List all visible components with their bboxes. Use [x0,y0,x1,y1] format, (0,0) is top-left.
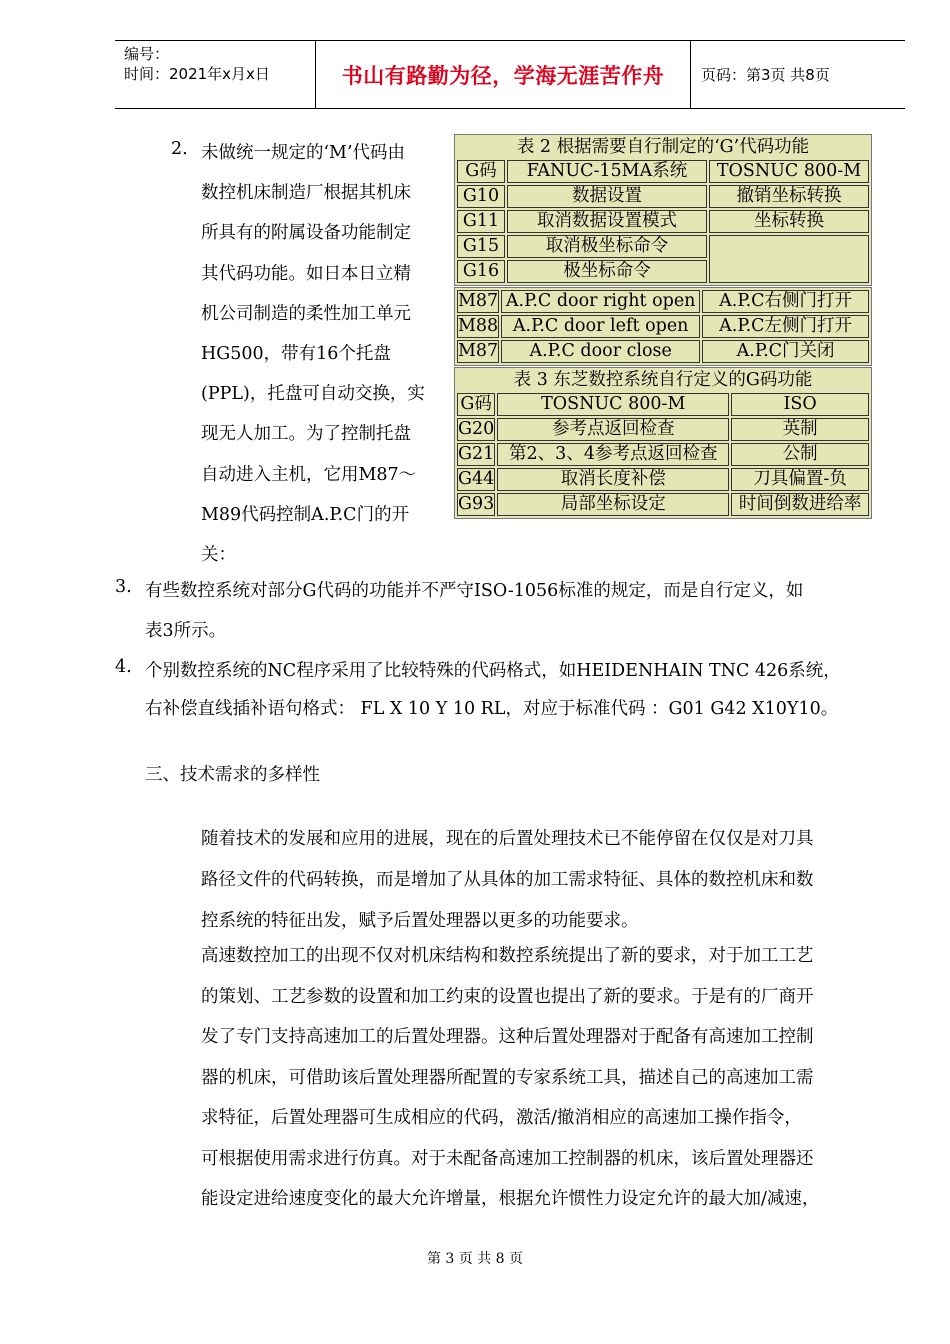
table2-cell: G10 [457,185,505,208]
table3-header-iso: ISO [731,393,869,416]
table3-cell: G21 [458,444,495,464]
section3-title: 三、技术需求的多样性 [145,765,320,785]
table2-header-fanuc: FANUC-15MA系统 [507,160,707,183]
page-header [115,40,905,109]
text-line: HG500，带有16个托盘 [201,344,391,364]
mcode-cell: A.P.C左侧门打开 [702,315,869,338]
item4-line: 右补偿直线插补语句格式： FL X 10 Y 10 RL，对应于标准代码 ：G01 G42 X10Y10。 [145,699,839,719]
mcode-cell: M87 [458,341,499,361]
table3-cell: 第2、3、4参考点返回检查 [497,443,729,466]
page-footer: 第 3 页 共 8 页 [426,1251,524,1267]
table2-cell: 取消数据设置模式 [507,210,707,233]
item2-number: 2. [171,139,188,159]
table2-cell: 极坐标命令 [507,260,707,283]
mcode-cell: A.P.C door close [501,340,700,363]
table3-cell: 刀具偏置-负 [731,468,869,491]
header-motto: 书山有路勤为径，学海无涯苦作舟 [316,41,691,108]
table2-cell: G15 [457,235,505,258]
item3-line: 表3所示。 [145,621,227,641]
table2-cell: 数据设置 [507,185,707,208]
text-line: 数控机床制造厂根据其机床 [201,183,411,204]
table2-blank-cell [709,235,869,283]
text-line: 其代码功能。如日本日立精 [201,263,411,284]
item4-line: 个别数控系统的NC程序采用了比较特殊的代码格式，如HEIDENHAIN TNC 426系统， [145,661,841,681]
table2-header-gcode: G码 [457,160,505,183]
mcode-cell: A.P.C door right open [501,290,700,313]
text-line: 器的机床，可借助该后置处理器所配置的专家系统工具，描述自己的高速加工需 [201,1067,814,1088]
item3-line: 有些数控系统对部分G代码的功能并不严守ISO-1056标准的规定，而是自行定义，如 [145,581,804,601]
table2-cell: 撤销坐标转换 [709,185,869,208]
table3-header-tosnuc: TOSNUC 800-M [497,393,729,416]
text-line: 发了专门支持高速加工的后置处理器。这种后置处理器对于配备有高速加工控制 [201,1027,814,1047]
text-line: 机公司制造的柔性加工单元 [201,303,411,324]
text-line: 求特征，后置处理器可生成相应的代码，激活/撤消相应的高速加工操作指令， [201,1108,802,1128]
text-line: 高速数控加工的出现不仅对机床结构和数控系统提出了新的要求，对于加工工艺 [201,946,814,966]
table3-header-gcode: G码 [457,393,495,416]
table2-cell: 坐标转换 [709,210,869,233]
table2-cell: G16 [457,260,505,283]
header-meta [115,41,316,108]
item4-number: 4. [115,657,132,677]
mcode-table [454,287,872,366]
mcode-cell: M88 [458,316,499,336]
text-line: 能设定进给速度变化的最大允许增量，根据允许惯性力设定允许的最大加/减速， [201,1189,820,1209]
table3-cell: G20 [458,419,495,439]
text-line: 自动进入主机，它用M87～ [201,464,417,485]
text-line: 随着技术的发展和应用的进展，现在的后置处理技术已不能停留在仅仅是对刀具 [201,829,814,849]
text-line: 可根据使用需求进行仿真。对于未配备高速加工控制器的机床，该后置处理器还 [201,1148,814,1169]
table3-caption: 表 3 东芝数控系统自行定义的G码功能 [457,370,869,391]
table3-cell: G44 [458,469,495,489]
header-page-info: 页码：第3页 共8页 [701,66,830,84]
text-line: 现无人加工。为了控制托盘 [201,424,411,445]
mcode-cell: M87 [458,291,499,311]
text-line: (PPL)，托盘可自动交换，实 [201,384,425,405]
table2-caption: 表 2 根据需要自行制定的‘G’代码功能 [457,137,869,158]
text-line: 路径文件的代码转换，而是增加了从具体的加工需求特征、具体的数控机床和数 [201,870,814,890]
table3-cell: 英制 [731,418,869,441]
table3 [454,367,872,519]
mcode-cell: A.P.C door left open [501,315,700,338]
table3-cell: 取消长度补偿 [497,468,729,491]
text-line: 未做统一规定的‘M’代码由 [201,143,406,163]
table3-cell: 公制 [731,443,869,466]
time-label: 时间：2021年x月x日 [124,65,270,83]
table3-cell: 局部坐标设定 [497,493,729,516]
item3-number: 3. [115,577,132,597]
text-line: 所具有的附属设备功能制定 [201,223,411,244]
number-label: 编号： [124,45,170,63]
text-line: 关： [201,545,236,565]
table3-cell: 参考点返回检查 [497,418,729,441]
mcode-cell: A.P.C门关闭 [702,340,869,363]
table2-cell: 取消极坐标命令 [507,235,707,258]
table3-cell: 时间倒数进给率 [731,493,869,516]
table3-cell: G93 [458,494,495,514]
mcode-cell: A.P.C右侧门打开 [702,290,869,313]
text-line: 的策划、工艺参数的设置和加工约束的设置也提出了新的要求。于是有的厂商开 [201,986,814,1007]
text-line: 控系统的特征出发，赋予后置处理器以更多的功能要求。 [201,911,639,931]
table2 [454,134,872,286]
text-line: M89代码控制A.P.C门的开 [201,504,410,525]
table2-cell: G11 [457,210,505,233]
table2-header-tosnuc: TOSNUC 800-M [709,160,869,183]
